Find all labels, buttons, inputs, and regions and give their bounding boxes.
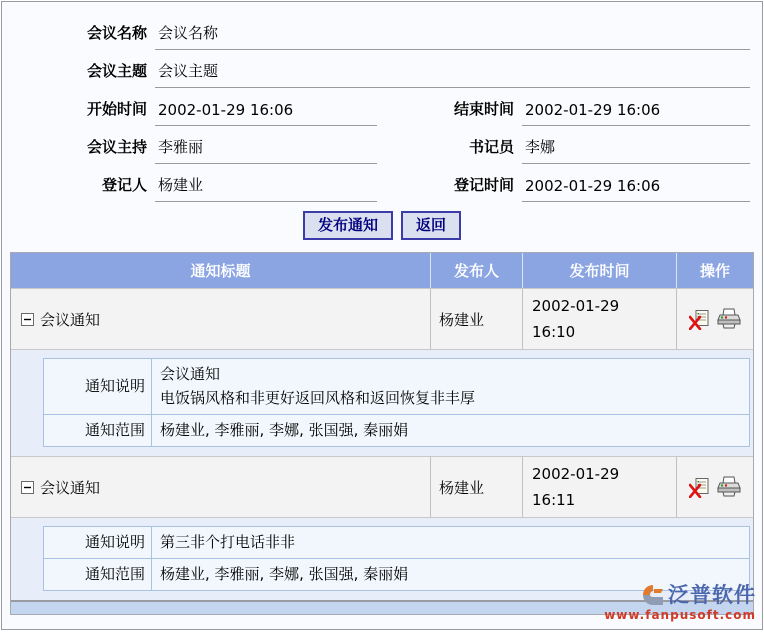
end-time-label: 结束时间 [453, 100, 514, 118]
notice-desc-line: 第三非个打电话非非 [152, 527, 750, 559]
notice-publisher: 杨建业 [431, 289, 523, 349]
end-time-field[interactable]: 2002-01-29 16:06 [522, 101, 750, 126]
notice-table-header [11, 253, 753, 288]
notice-scope-value: 杨建业, 李雅丽, 李娜, 张国强, 秦丽娟 [152, 415, 750, 447]
meeting-form [2, 2, 762, 202]
meeting-topic-field[interactable]: 会议主题 [155, 60, 750, 88]
notice-detail [11, 349, 753, 456]
reg-time-field[interactable]: 2002-01-29 16:06 [522, 177, 750, 202]
collapse-icon[interactable] [21, 313, 34, 326]
vendor-brand-text: 泛普软件 [668, 582, 756, 607]
notice-scope-label: 通知范围 [44, 559, 152, 591]
notice-date: 2002-01-29 [532, 465, 620, 483]
notice-desc-label: 通知说明 [44, 527, 152, 559]
clerk-field[interactable]: 李娜 [522, 136, 750, 164]
notice-scope-value: 杨建业, 李雅丽, 李娜, 张国强, 秦丽娟 [152, 559, 750, 591]
notice-publisher: 杨建业 [431, 457, 523, 517]
meeting-topic-label: 会议主题 [86, 62, 147, 80]
registrant-label: 登记人 [101, 176, 147, 194]
registrant-field[interactable]: 杨建业 [155, 174, 377, 202]
meeting-detail-page [1, 1, 763, 630]
meeting-name-label: 会议名称 [86, 24, 147, 42]
notice-desc-line: 会议通知 [160, 365, 221, 383]
notice-time: 16:10 [532, 323, 576, 341]
vendor-url-text: www.fanpusoft.com [604, 608, 756, 622]
header-notice-title: 通知标题 [11, 253, 431, 288]
back-button[interactable]: 返回 [401, 211, 461, 240]
table-row [11, 456, 753, 517]
notice-title: 会议通知 [40, 478, 101, 497]
print-notice-icon[interactable] [717, 308, 741, 330]
notice-desc-label: 通知说明 [44, 359, 152, 415]
start-time-field[interactable]: 2002-01-29 16:06 [155, 101, 377, 126]
action-button-row [2, 202, 762, 248]
clerk-label: 书记员 [468, 138, 514, 156]
header-operation: 操作 [699, 262, 730, 280]
vendor-watermark [604, 583, 756, 621]
table-row [11, 288, 753, 349]
notice-scope-label: 通知范围 [44, 415, 152, 447]
host-field[interactable]: 李雅丽 [155, 136, 377, 164]
header-publish-time: 发布时间 [523, 253, 677, 288]
meeting-name-field[interactable]: 会议名称 [155, 22, 750, 50]
fanpu-logo-icon [641, 583, 665, 607]
notice-title: 会议通知 [40, 310, 101, 329]
start-time-label: 开始时间 [86, 100, 147, 118]
publish-notice-button[interactable]: 发布通知 [303, 211, 393, 240]
notice-table [10, 252, 754, 615]
header-publisher: 发布人 [431, 253, 523, 288]
print-notice-icon[interactable] [717, 476, 741, 498]
notice-time: 16:11 [532, 491, 576, 509]
host-label: 会议主持 [86, 138, 147, 156]
collapse-icon[interactable] [21, 481, 34, 494]
delete-notice-icon[interactable] [689, 477, 710, 498]
notice-desc-line: 电饭锅风格和非更好返回风格和返回恢复非丰厚 [160, 389, 476, 407]
notice-date: 2002-01-29 [532, 297, 620, 315]
reg-time-label: 登记时间 [453, 176, 514, 194]
delete-notice-icon[interactable] [689, 309, 710, 330]
